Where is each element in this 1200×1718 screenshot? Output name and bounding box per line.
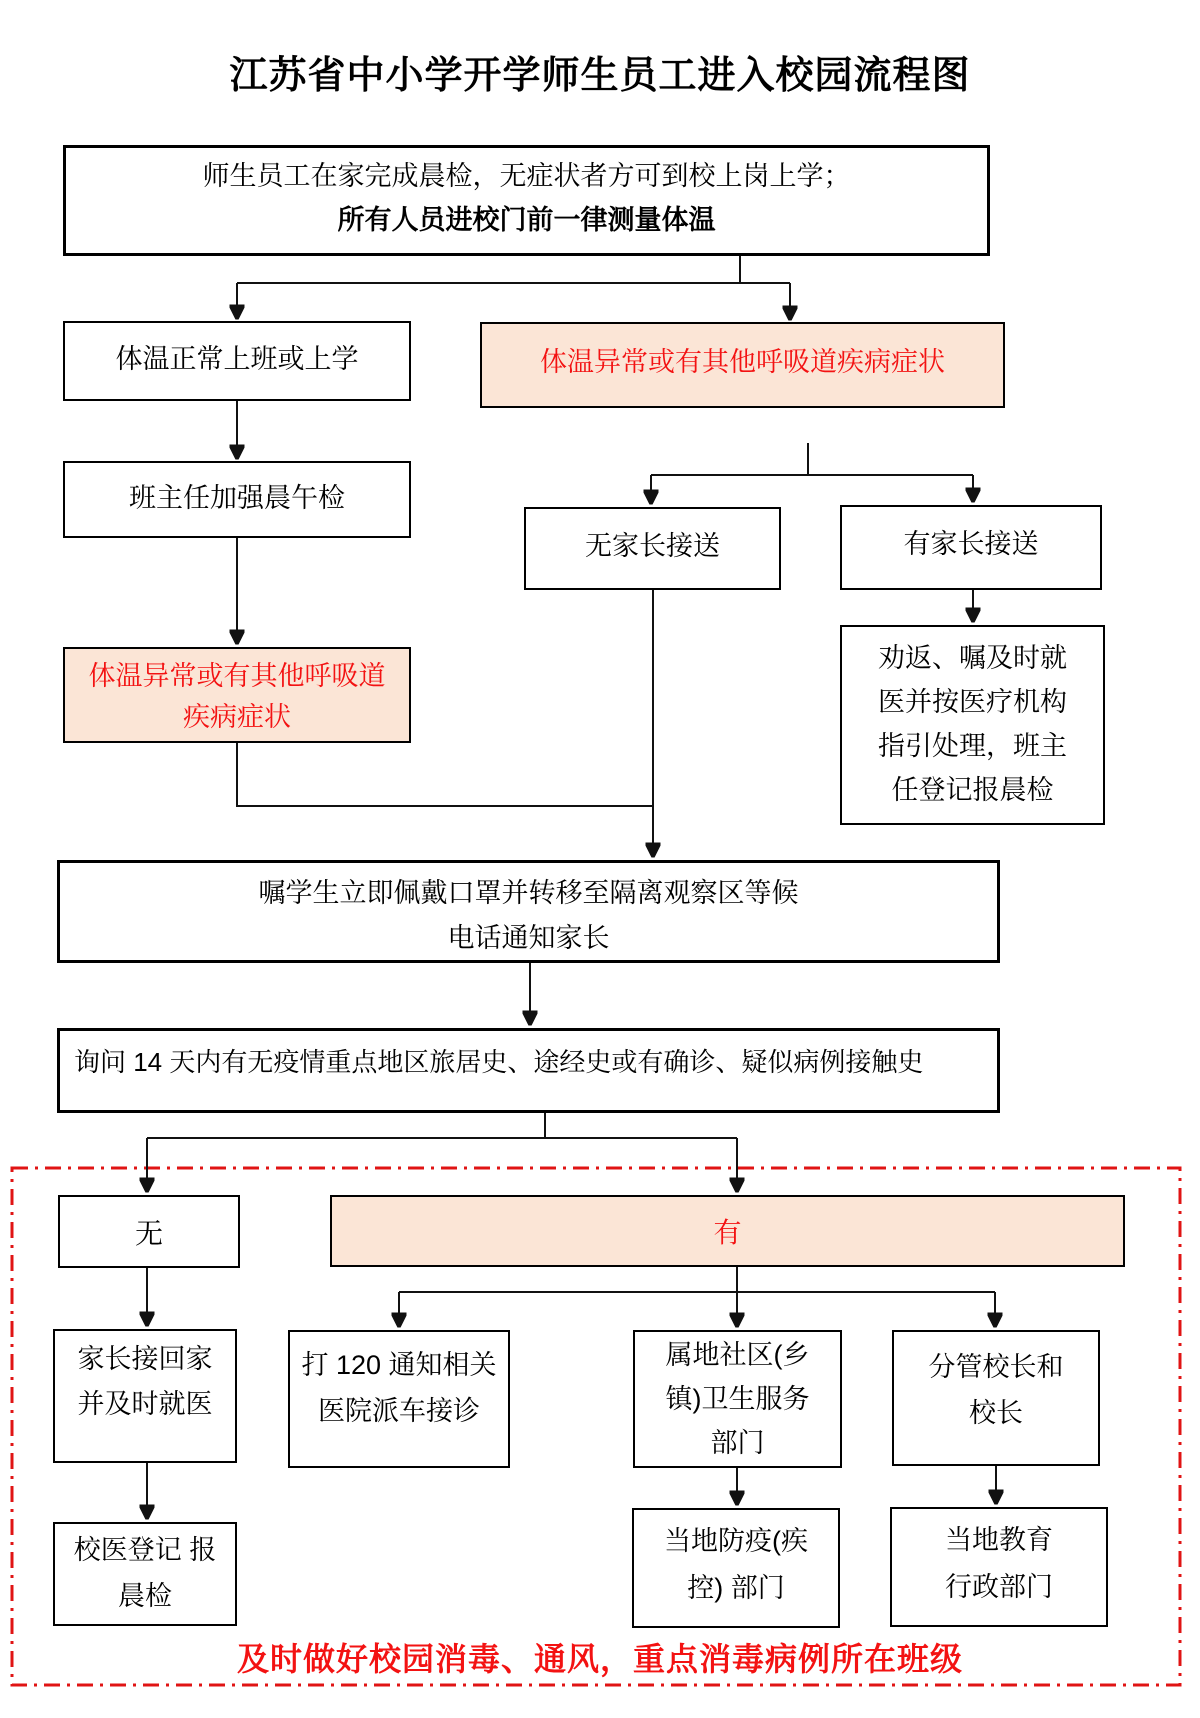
node-education-admin-dept-line1: 当地教育 [945,1525,1053,1555]
node-parent-pickup-line1: 有家长接送 [903,529,1039,559]
node-temp-abnormal-left-line1: 体温异常或有其他呼吸道 [88,661,386,691]
node-temp-abnormal-right-line1: 体温异常或有其他呼吸道疾病症状 [540,347,945,377]
node-parent-take-home [53,1329,237,1463]
node-temp-normal [63,321,411,401]
disinfect-notice: 及时做好校园消毒、通风，重点消毒病例所在班级 [236,1641,963,1677]
node-has-history [330,1195,1125,1267]
node-no-parent-pickup-line1: 无家长接送 [585,531,720,561]
node-temp-abnormal-left-line2: 疾病症状 [183,702,291,732]
node-vice-principal-line1: 分管校长和 [928,1352,1064,1382]
node-home-check [63,145,990,256]
node-temp-abnormal-left [63,647,411,743]
node-temp-abnormal-right [480,322,1005,408]
node-community-health-dept-line1: 属地社区(乡 [665,1340,810,1370]
node-home-check-line1: 师生员工在家完成晨检，无症状者方可到校上岗上学； [202,161,851,191]
node-persuade-return-line4: 任登记报晨检 [891,775,1054,805]
node-persuade-return [840,625,1105,825]
node-school-doctor-register [53,1522,237,1626]
node-no-parent-pickup [524,507,781,590]
node-isolate-wait [57,860,1000,963]
node-community-health-dept-line2: 镇)卫生服务 [665,1384,810,1414]
node-call-120 [288,1330,510,1468]
node-no-history-line1: 无 [134,1218,163,1249]
node-parent-pickup [840,505,1102,590]
node-temp-normal-line1: 体温正常上班或上学 [115,344,359,374]
node-persuade-return-line2: 医并按医疗机构 [878,687,1067,717]
node-vice-principal [892,1330,1100,1466]
node-epidemic-prevention-dept-line1: 当地防疫(疾 [664,1526,808,1556]
node-community-health-dept-line3: 部门 [710,1428,765,1458]
node-parent-take-home-line2: 并及时就医 [77,1389,213,1419]
node-parent-take-home-line1: 家长接回家 [77,1344,213,1374]
node-school-doctor-register-line1: 校医登记 报 [73,1535,217,1565]
node-call-120-line1: 打 120 通知相关 [301,1350,497,1380]
node-isolate-wait-line2: 电话通知家长 [447,923,610,953]
connector [237,743,653,806]
node-home-check-line2: 所有人员进校门前一律测量体温 [337,205,716,235]
node-persuade-return-line3: 指引处理，班主 [878,731,1067,761]
node-school-doctor-register-line2: 晨检 [118,1581,172,1611]
node-community-health-dept [633,1330,842,1468]
page-title: 江苏省中小学开学师生员工进入校园流程图 [229,55,971,97]
node-call-120-line2: 医院派车接诊 [318,1396,480,1426]
node-vice-principal-line2: 校长 [969,1398,1023,1428]
node-teacher-morning-check [63,461,411,538]
node-has-history-line1: 有 [713,1217,742,1248]
node-education-admin-dept [890,1507,1108,1627]
node-persuade-return-line1: 劝返、嘱及时就 [878,643,1067,673]
node-education-admin-dept-line2: 行政部门 [945,1572,1053,1602]
node-teacher-morning-check-line1: 班主任加强晨午检 [129,483,345,513]
node-epidemic-prevention-dept [632,1508,840,1628]
node-no-history [58,1195,240,1268]
node-ask-history-line1: 询问 14 天内有无疫情重点地区旅居史、途经史或有确诊、疑似病例接触史 [74,1047,924,1077]
node-epidemic-prevention-dept-line2: 控) 部门 [687,1573,785,1603]
node-ask-history [57,1028,1000,1113]
node-isolate-wait-line1: 嘱学生立即佩戴口罩并转移至隔离观察区等候 [258,878,799,908]
